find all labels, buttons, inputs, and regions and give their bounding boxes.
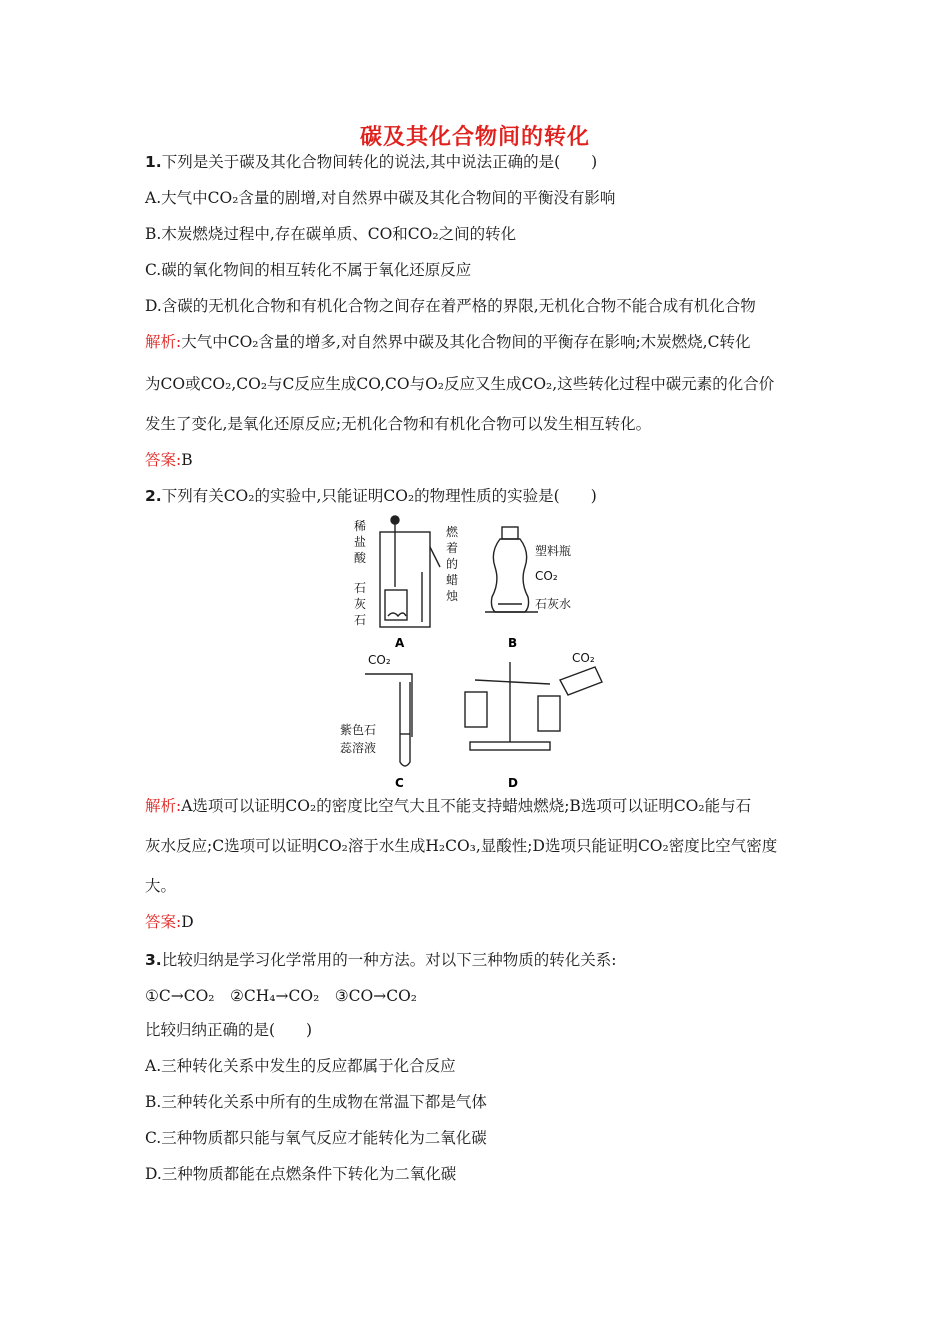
b-label-bottle: 塑料瓶 xyxy=(535,544,572,558)
apparatus-d xyxy=(465,662,602,750)
label-letter-c: C xyxy=(395,776,404,790)
q2-number: 2. xyxy=(145,487,162,505)
q2-analysis-label: 解析: xyxy=(145,797,182,815)
a-label-de: 的 xyxy=(446,557,459,571)
a-label-zhe: 着 xyxy=(446,541,459,555)
q2-analysis-line-3: 大。 xyxy=(145,877,177,895)
q1-option-d: D.含碳的无机化合物和有机化合物之间存在着严格的界限,无机化合物不能合成有机化合物 xyxy=(145,297,756,315)
q1-option-b: B.木炭燃烧过程中,存在碳单质、CO和CO₂之间的转化 xyxy=(145,225,517,243)
dropper-bulb xyxy=(391,516,399,524)
a-label-shi1: 石 xyxy=(354,581,367,595)
q3-option-c: C.三种物质都只能与氧气反应才能转化为二氧化碳 xyxy=(145,1129,487,1147)
q3-option-d: D.三种物质都能在点燃条件下转化为二氧化碳 xyxy=(145,1165,457,1183)
c-label-co2: CO₂ xyxy=(368,653,391,667)
apparatus-a-left-labels xyxy=(354,518,367,627)
q2-answer-label: 答案: xyxy=(145,913,182,931)
balance-beam xyxy=(475,680,550,684)
a-label-la: 蜡 xyxy=(446,573,459,587)
test-tube-c xyxy=(400,682,410,766)
page-title: 碳及其化合物间的转化 xyxy=(359,125,590,150)
q3-stem-line xyxy=(145,950,815,970)
q2-analysis-text-1: A选项可以证明CO₂的密度比空气大且不能支持蜡烛燃烧;B选项可以证明CO₂能与石 xyxy=(181,797,752,815)
q1-option-a: A.大气中CO₂含量的剧增,对自然界中碳及其化合物间的平衡没有影响 xyxy=(145,189,616,207)
q2-analysis-line-1 xyxy=(145,796,815,816)
q1-answer-label: 答案: xyxy=(145,451,182,469)
q1-answer: B xyxy=(181,451,193,469)
apparatus-c-labels xyxy=(340,653,391,755)
q1-analysis-line-1 xyxy=(145,332,815,352)
c-label-litmus1: 紫色石 xyxy=(340,723,377,737)
co2-bottle xyxy=(560,667,602,695)
plastic-bottle xyxy=(491,539,528,612)
q3-stem2: 比较归纳正确的是( ) xyxy=(145,1021,313,1039)
label-letter-a: A xyxy=(395,636,405,650)
balance-base xyxy=(470,742,550,750)
a-label-ran: 燃 xyxy=(446,525,459,539)
label-letter-d: D xyxy=(508,776,518,790)
bag-right xyxy=(538,696,560,731)
a-label-xi: 稀 xyxy=(354,519,367,533)
q2-stem: 下列有关CO₂的实验中,只能证明CO₂的物理性质的实验是( ) xyxy=(161,487,597,505)
label-letter-b: B xyxy=(508,636,518,650)
q2-answer: D xyxy=(181,913,194,931)
q1-number: 1. xyxy=(145,153,162,171)
apparatus-a xyxy=(380,516,440,627)
q1-analysis-line-3: 发生了变化,是氧化还原反应;无机化合物和有机化合物可以发生相互转化。 xyxy=(145,415,652,433)
q3-stem: 比较归纳是学习化学常用的一种方法。对以下三种物质的转化关系: xyxy=(161,951,617,969)
q1-answer-line xyxy=(145,450,815,470)
a-label-hui: 灰 xyxy=(354,597,367,611)
q1-stem: 下列是关于碳及其化合物间转化的说法,其中说法正确的是( ) xyxy=(161,153,598,171)
a-label-yan: 盐 xyxy=(354,535,367,549)
q1-analysis-line-2: 为CO或CO₂,CO₂与C反应生成CO,CO与O₂反应又生成CO₂,这些转化过程中碳元素的化合价 xyxy=(145,375,775,393)
apparatus-b-labels xyxy=(535,543,571,611)
q1-stem-line xyxy=(145,152,815,172)
b-label-limewater: 石灰水 xyxy=(535,597,572,611)
bag-left xyxy=(465,692,487,727)
q2-stem-line xyxy=(145,486,815,506)
d-label-co2: CO₂ xyxy=(572,651,595,665)
apparatus-a-right-labels xyxy=(446,524,459,603)
q1-analysis-text-1: 大气中CO₂含量的增多,对自然界中碳及其化合物间的平衡存在影响;木炭燃烧,C转化 xyxy=(181,333,751,351)
q3-number: 3. xyxy=(145,951,162,969)
a-label-shi2: 石 xyxy=(354,613,367,627)
b-label-co2: CO₂ xyxy=(535,569,558,583)
candle-pointer xyxy=(430,547,440,567)
q1-option-c: C.碳的氧化物间的相互转化不属于氧化还原反应 xyxy=(145,261,472,279)
apparatus-b xyxy=(485,527,538,612)
q3-relations: ①C→CO₂ ②CH₄→CO₂ ③CO→CO₂ xyxy=(145,987,418,1005)
limestone xyxy=(388,613,406,616)
experiment-figure xyxy=(340,512,620,792)
a-label-suan: 酸 xyxy=(354,551,367,565)
a-label-zhu: 烛 xyxy=(446,589,459,603)
c-label-litmus2: 蕊溶液 xyxy=(340,741,377,755)
q1-analysis-label: 解析: xyxy=(145,333,182,351)
q2-analysis-line-2: 灰水反应;C选项可以证明CO₂溶于水生成H₂CO₃,显酸性;D选项只能证明CO₂密度比空气密度 xyxy=(145,837,778,855)
bottle-cap xyxy=(502,527,518,539)
q2-answer-line xyxy=(145,912,815,932)
q3-option-a: A.三种转化关系中发生的反应都属于化合反应 xyxy=(145,1057,456,1075)
q3-option-b: B.三种转化关系中所有的生成物在常温下都是气体 xyxy=(145,1093,487,1111)
